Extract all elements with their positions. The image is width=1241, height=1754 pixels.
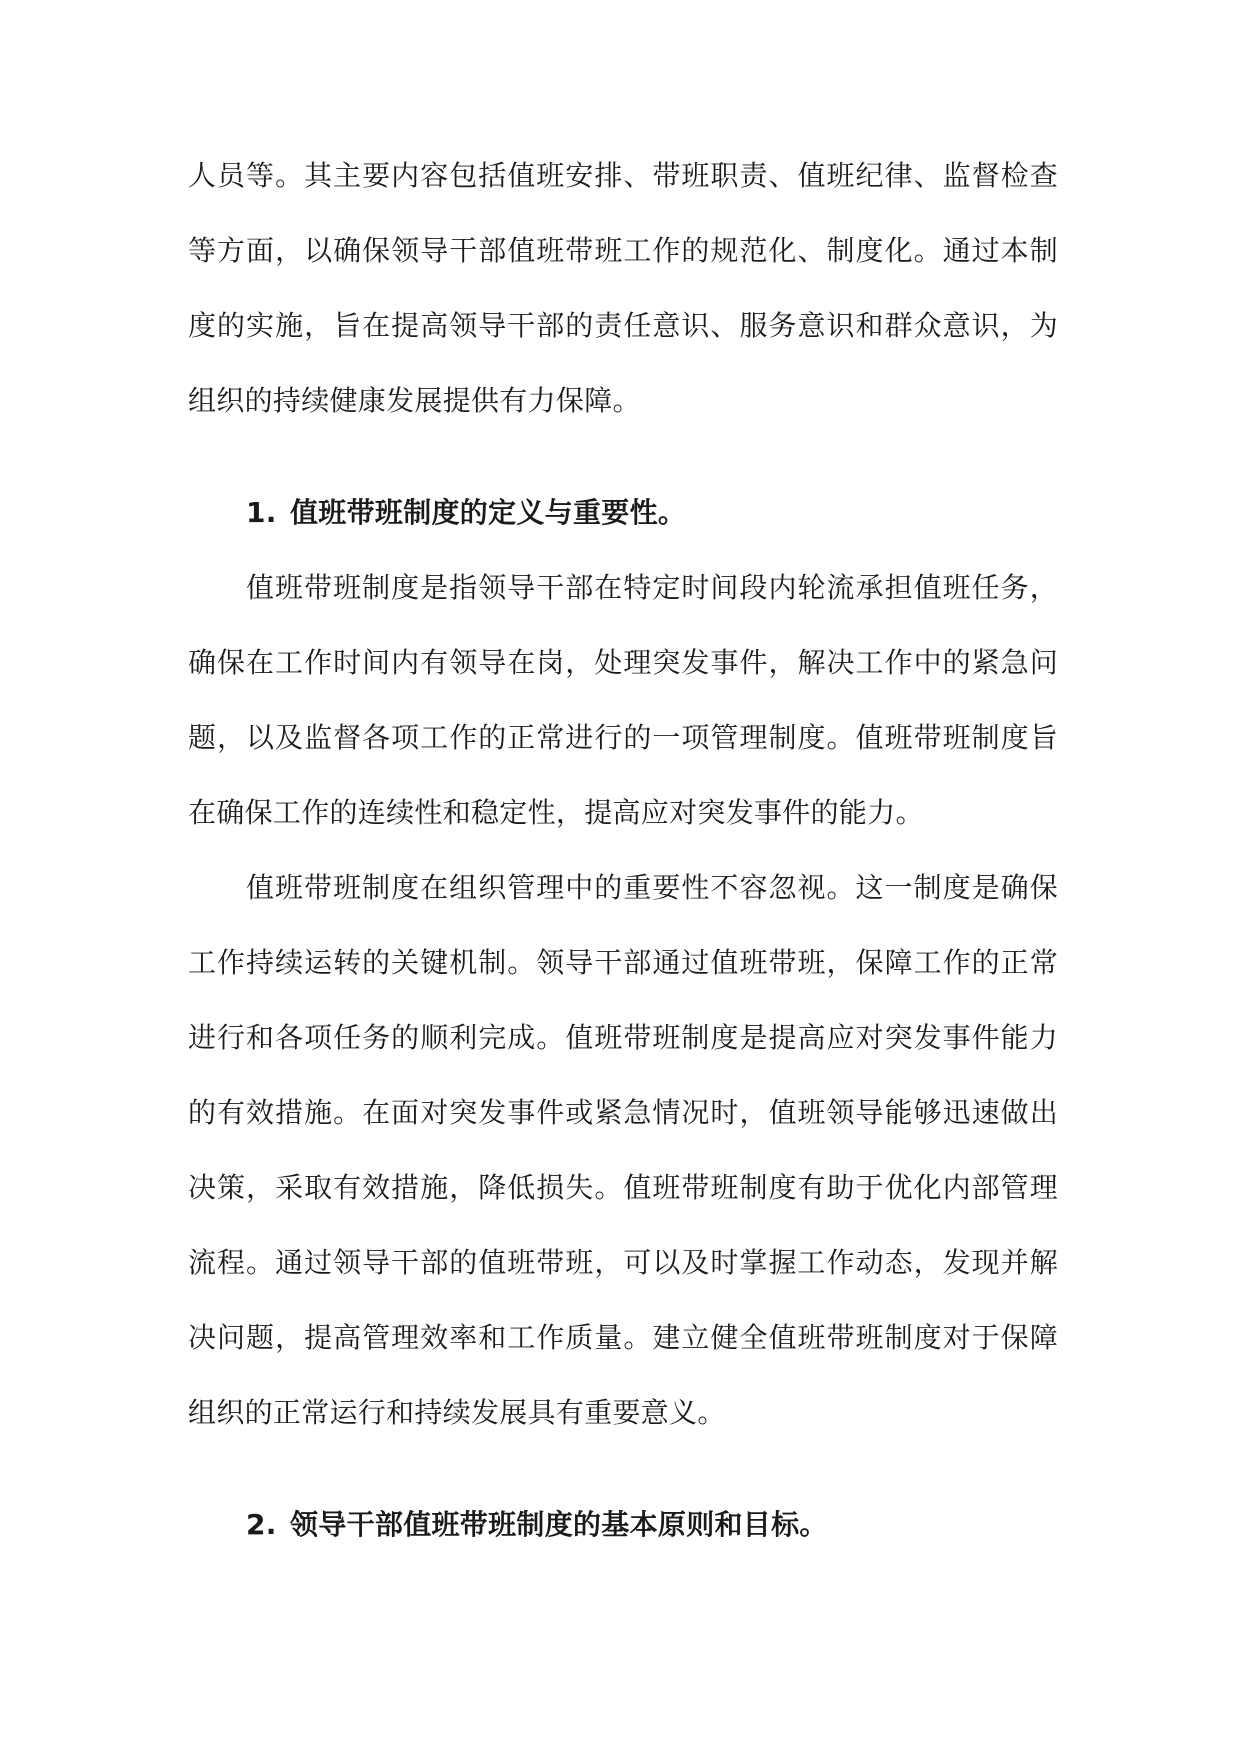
paragraph-intro-continued: 人员等。其主要内容包括值班安排、带班职责、值班纪律、监督检查等方面，以确保领导干部值班带班工作的规范化、制度化。通过本制度的实施，旨在提高领导干部的责任意识、服务意识和群众意识，为组织的持续健康发展提供有力保障。 <box>188 159 1058 417</box>
section-heading-1 <box>188 475 1058 550</box>
document-body <box>188 138 1058 1562</box>
section-title: 领导干部值班带班制度的基本原则和目标。 <box>290 1508 828 1541</box>
section-heading-2 <box>188 1487 1058 1562</box>
section-number: 1. <box>246 496 277 529</box>
spacer <box>188 438 1058 475</box>
paragraph-definition: 值班带班制度是指领导干部在特定时间段内轮流承担值班任务，确保在工作时间内有领导在岗，处理突发事件，解决工作中的紧急问题，以及监督各项工作的正常进行的一项管理制度。值班带班制度旨在确保工作的连续性和稳定性，提高应对突发事件的能力。 <box>188 571 1058 829</box>
spacer <box>188 1450 1058 1487</box>
paragraph-importance: 值班带班制度在组织管理中的重要性不容忽视。这一制度是确保工作持续运转的关键机制。领导干部通过值班带班，保障工作的正常进行和各项任务的顺利完成。值班带班制度是提高应对突发事件能力的有效措施。在面对突发事件或紧急情况时，值班领导能够迅速做出决策，采取有效措施，降低损失。值班带班制度有助于优化内部管理流程。通过领导干部的值班带班，可以及时掌握工作动态，发现并解决问题，提高管理效率和工作质量。建立健全值班带班制度对于保障组织的正常运行和持续发展具有重要意义。 <box>188 871 1058 1429</box>
section-number: 2. <box>246 1508 277 1541</box>
section-title: 值班带班制度的定义与重要性。 <box>290 496 687 529</box>
